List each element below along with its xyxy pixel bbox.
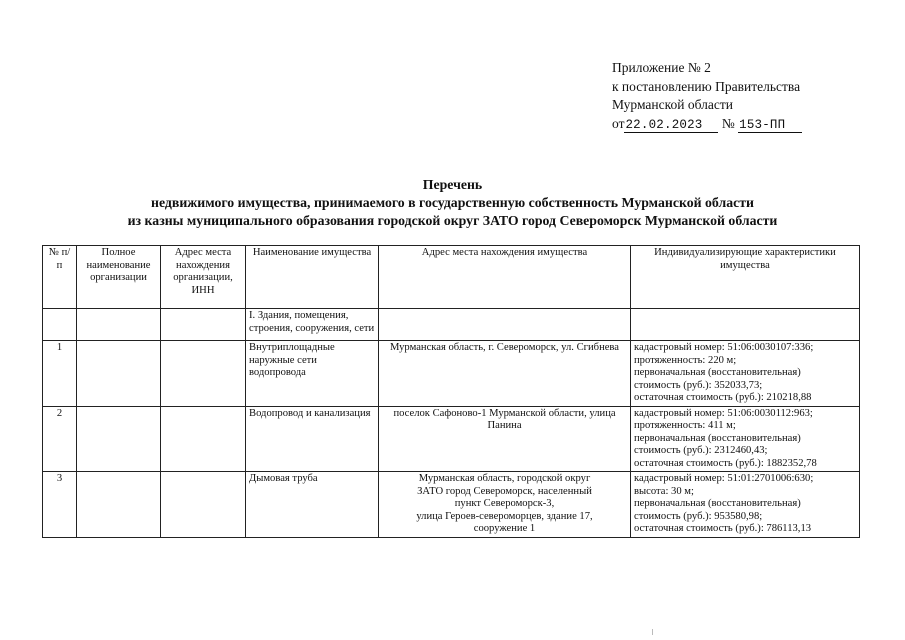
table-row xyxy=(43,406,860,472)
header-org-name: Полное наименование организации xyxy=(77,246,161,309)
section-heading: I. Здания, помещения, строения, сооружения, сети xyxy=(246,309,379,341)
section-cell-empty xyxy=(379,309,631,341)
row-org-address xyxy=(161,341,246,407)
address-line: ЗАТО город Североморск, населенный xyxy=(417,485,592,497)
char-length: протяженность: 220 м; xyxy=(634,354,737,366)
appendix-title: Приложение № 2 xyxy=(612,60,711,75)
section-cell-empty xyxy=(77,309,161,341)
row-org-name xyxy=(77,341,161,407)
row-characteristics xyxy=(631,406,860,472)
row-property-address xyxy=(379,472,631,538)
row-number: 2 xyxy=(43,406,77,472)
row-number: 3 xyxy=(43,472,77,538)
section-cell-empty xyxy=(43,309,77,341)
resolution-date: 22.02.2023 xyxy=(624,118,718,133)
appendix-reference: к постановлению Правительства xyxy=(612,78,801,94)
title-source: из казны муниципального образования городской округ ЗАТО город Североморск Мурманской области xyxy=(127,213,778,228)
row-property-name: Водопровод и канализация xyxy=(246,406,379,472)
char-residual-cost: остаточная стоимость (руб.): 210218,88 xyxy=(634,392,812,403)
row-org-name xyxy=(77,472,161,538)
row-org-name xyxy=(77,406,161,472)
char-residual-cost: остаточная стоимость (руб.): 1882352,78 xyxy=(634,457,817,469)
char-cadastral: кадастровый номер: 51:01:2701006:630; xyxy=(634,473,814,484)
appendix-date-line xyxy=(612,115,802,134)
row-property-name: Внутриплощадные наружные сети водопровода xyxy=(246,341,379,407)
appendix-block xyxy=(612,59,802,133)
table-row xyxy=(43,472,860,538)
address-line: улица Героев-североморцев, здание 17, xyxy=(416,510,593,522)
document-title xyxy=(0,176,905,230)
char-initial-label: первоначальная (восстановительная) xyxy=(634,367,801,378)
char-length: протяженность: 411 м; xyxy=(634,420,736,431)
property-table xyxy=(42,245,860,538)
section-cell-empty xyxy=(631,309,860,341)
address-line: пункт Североморск-3, xyxy=(454,498,555,509)
title-subject: недвижимого имущества, принимаемого в государственную собственность Мурманской области xyxy=(151,195,754,210)
header-property-name: Наименование имущества xyxy=(246,246,379,309)
char-cadastral: кадастровый номер: 51:06:0030112:963; xyxy=(634,407,813,419)
char-initial-label: первоначальная (восстановительная) xyxy=(634,498,801,509)
row-property-address: поселок Сафоново-1 Мурманской области, улица Панина xyxy=(379,406,631,472)
char-cadastral: кадастровый номер: 51:06:0030107:336; xyxy=(634,342,814,353)
table-row xyxy=(43,341,860,407)
number-prefix: № xyxy=(721,115,735,131)
table-header-row xyxy=(43,246,860,309)
char-initial-cost: стоимость (руб.): 953580,98; xyxy=(634,510,763,522)
row-property-name: Дымовая труба xyxy=(246,472,379,538)
char-residual-cost: остаточная стоимость (руб.): 786113,13 xyxy=(634,523,812,534)
row-org-address xyxy=(161,472,246,538)
row-characteristics xyxy=(631,472,860,538)
scan-speck xyxy=(652,629,653,635)
resolution-number: 153-ПП xyxy=(738,118,802,133)
date-prefix: от xyxy=(612,115,625,131)
row-org-address xyxy=(161,406,246,472)
title-heading: Перечень xyxy=(422,177,483,192)
section-cell-empty xyxy=(161,309,246,341)
header-number: № п/п xyxy=(43,246,77,309)
header-property-address: Адрес места нахождения имущества xyxy=(379,246,631,309)
address-line: сооружение 1 xyxy=(473,523,536,534)
char-height: высота: 30 м; xyxy=(634,485,694,497)
section-row xyxy=(43,309,860,341)
char-initial-cost: стоимость (руб.): 352033,73; xyxy=(634,379,763,391)
row-characteristics xyxy=(631,341,860,407)
char-initial-label: первоначальная (восстановительная) xyxy=(634,432,801,444)
header-characteristics: Индивидуализирующие характеристики имущества xyxy=(631,246,860,309)
appendix-region: Мурманской области xyxy=(612,97,733,112)
row-number: 1 xyxy=(43,341,77,407)
char-initial-cost: стоимость (руб.): 2312460,43; xyxy=(634,445,768,456)
address-line: Мурманская область, городской округ xyxy=(418,473,591,484)
row-property-address: Мурманская область, г. Североморск, ул. Сгибнева xyxy=(379,341,631,407)
header-org-address: Адрес места нахождения организации, ИНН xyxy=(161,246,246,309)
